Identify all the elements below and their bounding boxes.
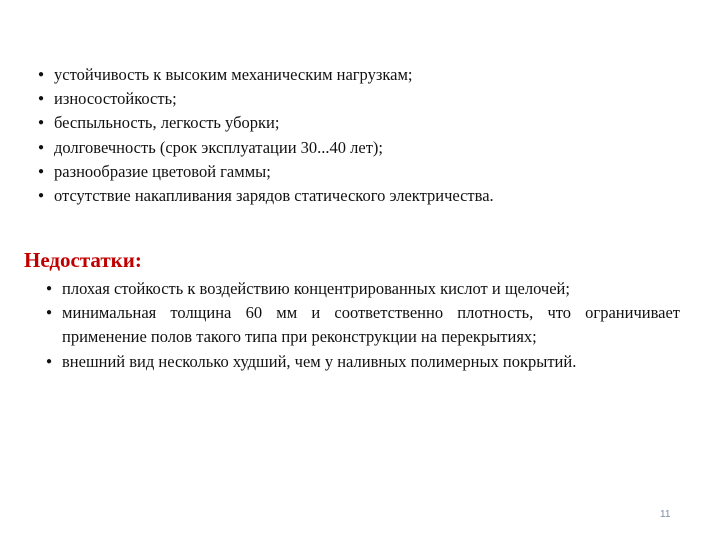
advantages-list <box>36 63 676 208</box>
bullet-icon: ● <box>38 190 45 202</box>
list-item <box>36 87 676 111</box>
list-item-text: долговечность (срок эксплуатации 30...40 лет); <box>54 137 384 157</box>
list-item-text: устойчивость к высоким механическим нагрузкам; <box>54 65 413 84</box>
list-item-text: износостойкость; <box>54 89 177 109</box>
bullet-icon: ● <box>46 283 53 294</box>
list-item <box>44 277 680 301</box>
disadvantages-title: Недостатки: <box>24 248 142 272</box>
list-item-text: плохая стойкость к воздействию концентрированных кислот и щелочей; <box>62 279 570 298</box>
bullet-icon: ● <box>38 69 45 80</box>
bullet-icon: ● <box>46 307 53 319</box>
list-item <box>36 111 676 135</box>
list-item-text: отсутствие накапливания зарядов статического электричества. <box>54 186 494 206</box>
list-item <box>36 63 676 87</box>
list-item <box>44 301 680 349</box>
bullet-icon: ● <box>38 93 45 105</box>
list-item-text: минимальная толщина 60 мм и соответственно плотность, что ограничивает применение полов такого типа при реконструкции на перекрытиях; <box>62 303 680 347</box>
list-item <box>36 160 676 184</box>
list-item-text: беспыльность, легкость уборки; <box>54 113 280 133</box>
list-item-text: внешний вид несколько худший, чем у наливных полимерных покрытий. <box>62 351 577 371</box>
list-item <box>36 184 676 208</box>
list-item <box>36 136 676 160</box>
page-number: 11 <box>660 509 671 520</box>
bullet-icon: ● <box>46 355 53 367</box>
bullet-icon: ● <box>38 117 45 129</box>
list-item <box>44 350 680 374</box>
bullet-icon: ● <box>38 141 45 153</box>
list-item-text: разнообразие цветовой гаммы; <box>54 161 271 181</box>
bullet-icon: ● <box>38 165 45 177</box>
disadvantages-list <box>44 277 680 374</box>
